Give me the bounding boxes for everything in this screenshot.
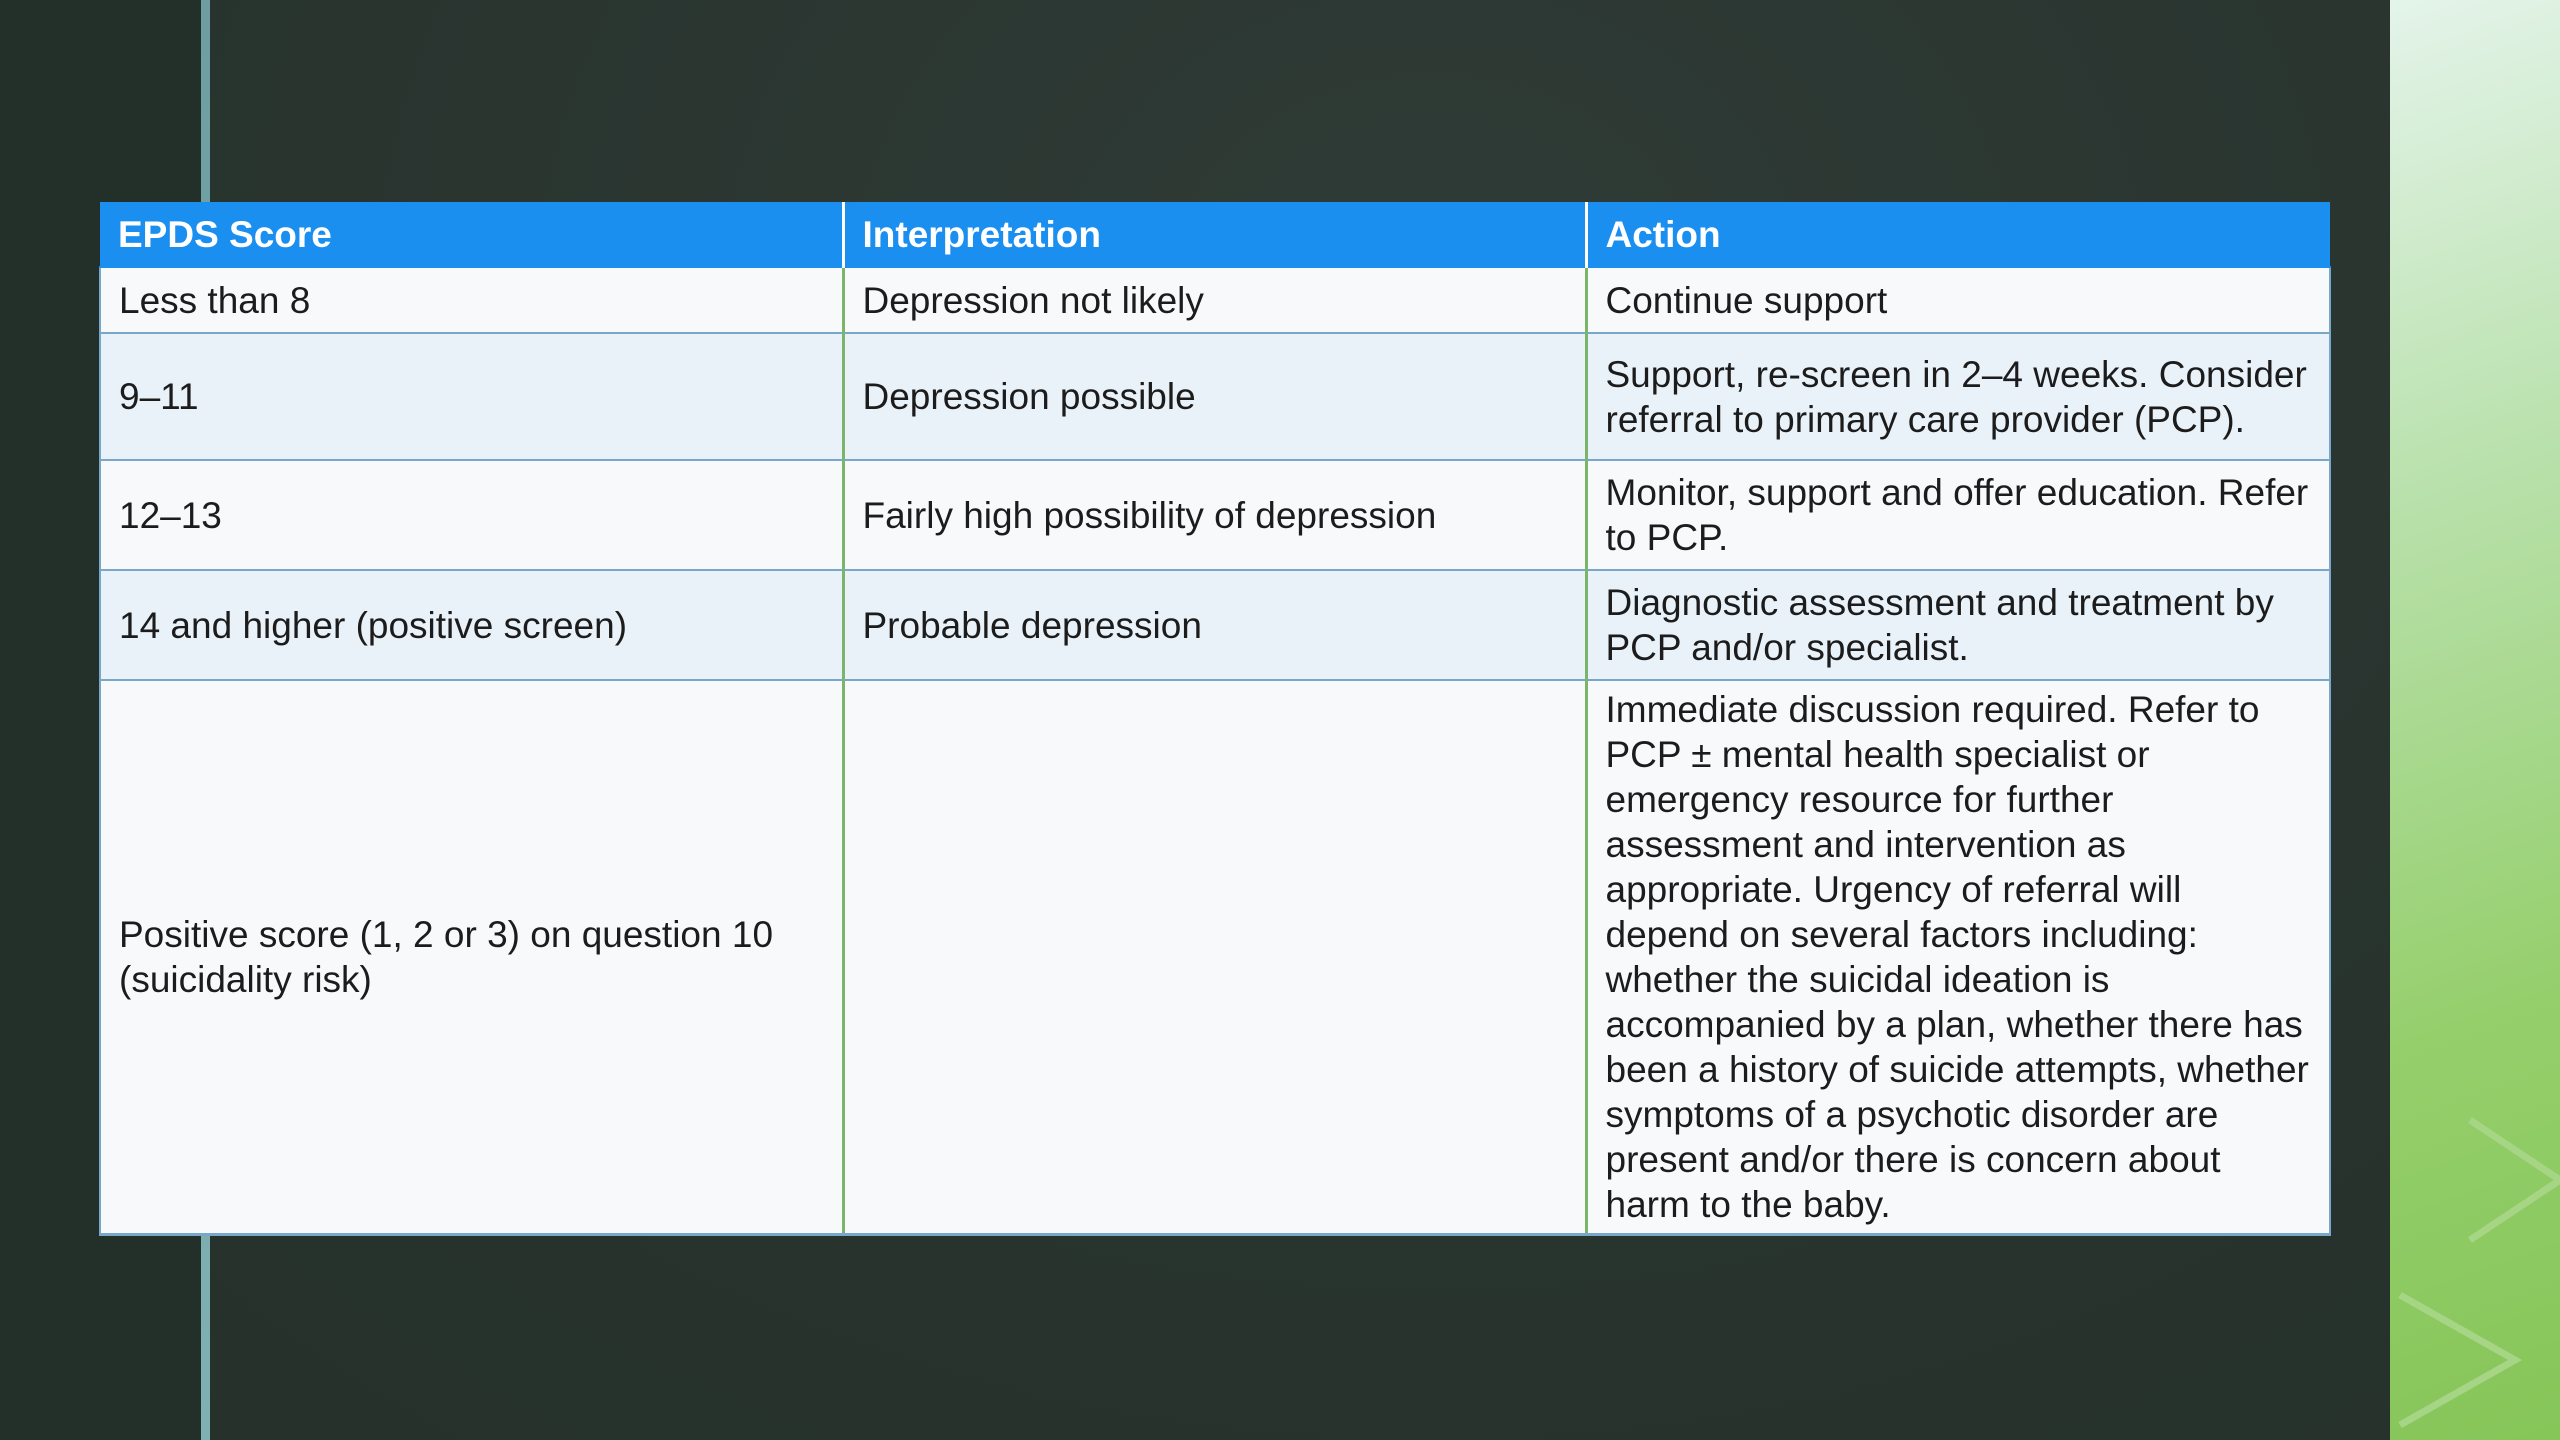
chevron-decor-icon bbox=[2390, 0, 2560, 1440]
action-cell: Diagnostic assessment and treatment by PCP and/or specialist. bbox=[1586, 570, 2330, 680]
right-decor-strip bbox=[2390, 0, 2560, 1440]
interpretation-cell: Depression possible bbox=[843, 333, 1586, 460]
table-row bbox=[100, 267, 2330, 333]
table-row bbox=[100, 333, 2330, 460]
score-cell: Less than 8 bbox=[100, 267, 843, 333]
action-cell: Immediate discussion required. Refer to PCP ± mental health specialist or emergency resource for further assessment and intervention as appropriate. Urgency of referral will depend on several factors including: whether the suicidal ideation is accompanied by a plan, whether there has been a history of suicide attempts, whether symptoms of a psychotic disorder are present and/or there is concern about harm to the baby. bbox=[1586, 680, 2330, 1235]
header-interpretation: Interpretation bbox=[843, 202, 1586, 267]
table-row bbox=[100, 680, 2330, 1235]
score-cell: 14 and higher (positive screen) bbox=[100, 570, 843, 680]
action-cell: Monitor, support and offer education. Refer to PCP. bbox=[1586, 460, 2330, 570]
interpretation-cell: Fairly high possibility of depression bbox=[843, 460, 1586, 570]
header-action: Action bbox=[1586, 202, 2330, 267]
action-cell: Support, re-screen in 2–4 weeks. Consider referral to primary care provider (PCP). bbox=[1586, 333, 2330, 460]
header-epds-score: EPDS Score bbox=[100, 202, 843, 267]
table-header-row bbox=[100, 202, 2330, 267]
score-cell: 12–13 bbox=[100, 460, 843, 570]
interpretation-cell: Depression not likely bbox=[843, 267, 1586, 333]
epds-table bbox=[99, 202, 2331, 1236]
interpretation-cell: Probable depression bbox=[843, 570, 1586, 680]
score-cell: Positive score (1, 2 or 3) on question 10 (suicidality risk) bbox=[100, 680, 843, 1235]
epds-table-container bbox=[99, 202, 2329, 1236]
table-row bbox=[100, 570, 2330, 680]
interpretation-cell bbox=[843, 680, 1586, 1235]
action-cell: Continue support bbox=[1586, 267, 2330, 333]
score-cell: 9–11 bbox=[100, 333, 843, 460]
table-row bbox=[100, 460, 2330, 570]
